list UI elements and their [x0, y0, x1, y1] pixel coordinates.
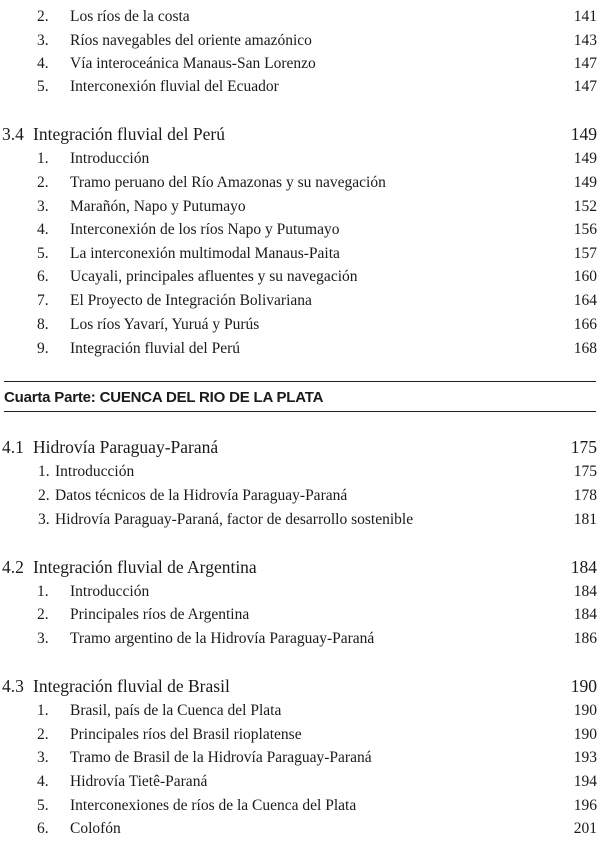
- toc-entry-title: El Proyecto de Integración Bolivariana: [70, 292, 312, 309]
- toc-entry-number: 6.: [37, 820, 49, 837]
- toc-entry-title: Los ríos de la costa: [70, 8, 190, 25]
- toc-section-number: 4.3: [2, 676, 24, 696]
- toc-entry-title: Tramo de Brasil de la Hidrovía Paraguay-Paraná: [70, 749, 372, 766]
- toc-entry-number: 2.: [37, 8, 49, 25]
- toc-section-page: 149: [570, 124, 597, 144]
- toc-entry-page: 190: [573, 702, 597, 719]
- toc-section-title: Hidrovía Paraguay-Paraná: [33, 437, 219, 457]
- toc-entry-number: 3.: [38, 511, 50, 528]
- toc-entry-number: 2.: [37, 606, 49, 623]
- toc-entry-number: 7.: [37, 292, 49, 309]
- toc-entry-number: 2.: [37, 174, 49, 191]
- toc-entry-page: 184: [573, 606, 597, 623]
- toc-section-number: 4.1: [2, 437, 24, 457]
- toc-entry-page: 149: [573, 174, 597, 191]
- toc-entry-number: 4.: [37, 773, 49, 790]
- toc-entry-title: Integración fluvial del Perú: [70, 340, 241, 357]
- toc-section-page: 175: [570, 437, 597, 457]
- toc-entry-page: 181: [573, 511, 597, 528]
- toc-entry-title: Brasil, país de la Cuenca del Plata: [70, 702, 282, 719]
- toc-entry-page: 196: [573, 797, 597, 814]
- toc-entry-number: 9.: [37, 340, 49, 357]
- toc-section-title: Integración fluvial de Argentina: [33, 557, 257, 577]
- toc-entry-page: 141: [573, 8, 597, 25]
- toc-entry-title: Marañón, Napo y Putumayo: [70, 198, 246, 215]
- toc-entry-page: 152: [573, 198, 597, 215]
- toc-entry-number: 5.: [37, 797, 49, 814]
- toc-entry-page: 147: [573, 78, 597, 95]
- part-divider-bottom: [4, 411, 596, 412]
- toc-entry-title: Tramo peruano del Río Amazonas y su navegación: [70, 174, 386, 191]
- toc-entry-page: 175: [573, 463, 597, 480]
- toc-entry-title: Datos técnicos de la Hidrovía Paraguay-Paraná: [55, 487, 348, 504]
- toc-entry-title: Ríos navegables del oriente amazónico: [70, 32, 312, 49]
- toc-entry-page: 186: [573, 630, 597, 647]
- toc-entry-page: 147: [573, 55, 597, 72]
- toc-entry-title: Interconexiones de ríos de la Cuenca del Plata: [70, 797, 357, 814]
- toc-entry-title: Interconexión de los ríos Napo y Putumayo: [70, 221, 340, 238]
- toc-entry-title: Principales ríos del Brasil rioplatense: [70, 726, 302, 743]
- toc-entry-number: 5.: [37, 78, 49, 95]
- toc-section-title: Integración fluvial de Brasil: [33, 676, 230, 696]
- toc-entry-title: Vía interoceánica Manaus-San Lorenzo: [70, 55, 316, 72]
- toc-entry-number: 3.: [37, 32, 49, 49]
- toc-section-title: Integración fluvial del Perú: [33, 124, 225, 144]
- toc-entry-title: Los ríos Yavarí, Yuruá y Purús: [70, 316, 260, 333]
- toc-entry-page: 160: [573, 268, 597, 285]
- toc-entry-page: 194: [573, 773, 597, 790]
- toc-entry-number: 3.: [37, 630, 49, 647]
- toc-entry-number: 1.: [37, 150, 49, 167]
- toc-entry-title: Introducción: [55, 463, 135, 480]
- toc-entry-title: Ucayali, principales afluentes y su navegación: [70, 268, 358, 285]
- toc-entry-number: 1.: [37, 583, 49, 600]
- toc-entry-title: Tramo argentino de la Hidrovía Paraguay-Paraná: [70, 630, 375, 647]
- toc-entry-number: 1.: [37, 702, 49, 719]
- toc-entry-number: 2.: [38, 487, 50, 504]
- toc-entry-page: 178: [573, 487, 597, 504]
- toc-entry-number: 8.: [37, 316, 49, 333]
- part-title: Cuarta Parte: CUENCA DEL RIO DE LA PLATA: [4, 389, 324, 406]
- toc-entry-title: La interconexión multimodal Manaus-Paita: [70, 245, 340, 262]
- part-divider-top: [4, 381, 596, 382]
- toc-entry-page: 201: [573, 820, 597, 837]
- toc-section-page: 190: [570, 676, 597, 696]
- toc-entry-title: Introducción: [70, 150, 150, 167]
- toc-entry-number: 2.: [37, 726, 49, 743]
- toc-entry-page: 164: [573, 292, 597, 309]
- toc-entry-page: 168: [573, 340, 597, 357]
- toc-entry-title: Introducción: [70, 583, 150, 600]
- toc-entry-page: 157: [573, 245, 597, 262]
- toc-entry-title: Hidrovía Tietê-Paraná: [70, 773, 208, 790]
- toc-entry-page: 149: [573, 150, 597, 167]
- toc-entry-page: 143: [573, 32, 597, 49]
- toc-entry-number: 4.: [37, 55, 49, 72]
- toc-entry-page: 193: [573, 749, 597, 766]
- toc-entry-number: 3.: [37, 749, 49, 766]
- toc-entry-number: 6.: [37, 268, 49, 285]
- toc-entry-page: 190: [573, 726, 597, 743]
- toc-entry-page: 166: [573, 316, 597, 333]
- toc-section-page: 184: [570, 557, 597, 577]
- toc-entry-number: 1.: [38, 463, 50, 480]
- toc-section-number: 3.4: [2, 124, 24, 144]
- toc-entry-title: Principales ríos de Argentina: [70, 606, 250, 623]
- toc-entry-title: Hidrovía Paraguay-Paraná, factor de desarrollo sostenible: [55, 511, 414, 528]
- toc-entry-title: Colofón: [70, 820, 121, 837]
- toc-entry-number: 4.: [37, 221, 49, 238]
- toc-entry-number: 3.: [37, 198, 49, 215]
- toc-section-number: 4.2: [2, 557, 24, 577]
- toc-entry-page: 184: [573, 583, 597, 600]
- toc-entry-page: 156: [573, 221, 597, 238]
- toc-entry-title: Interconexión fluvial del Ecuador: [70, 78, 279, 95]
- toc-entry-number: 5.: [37, 245, 49, 262]
